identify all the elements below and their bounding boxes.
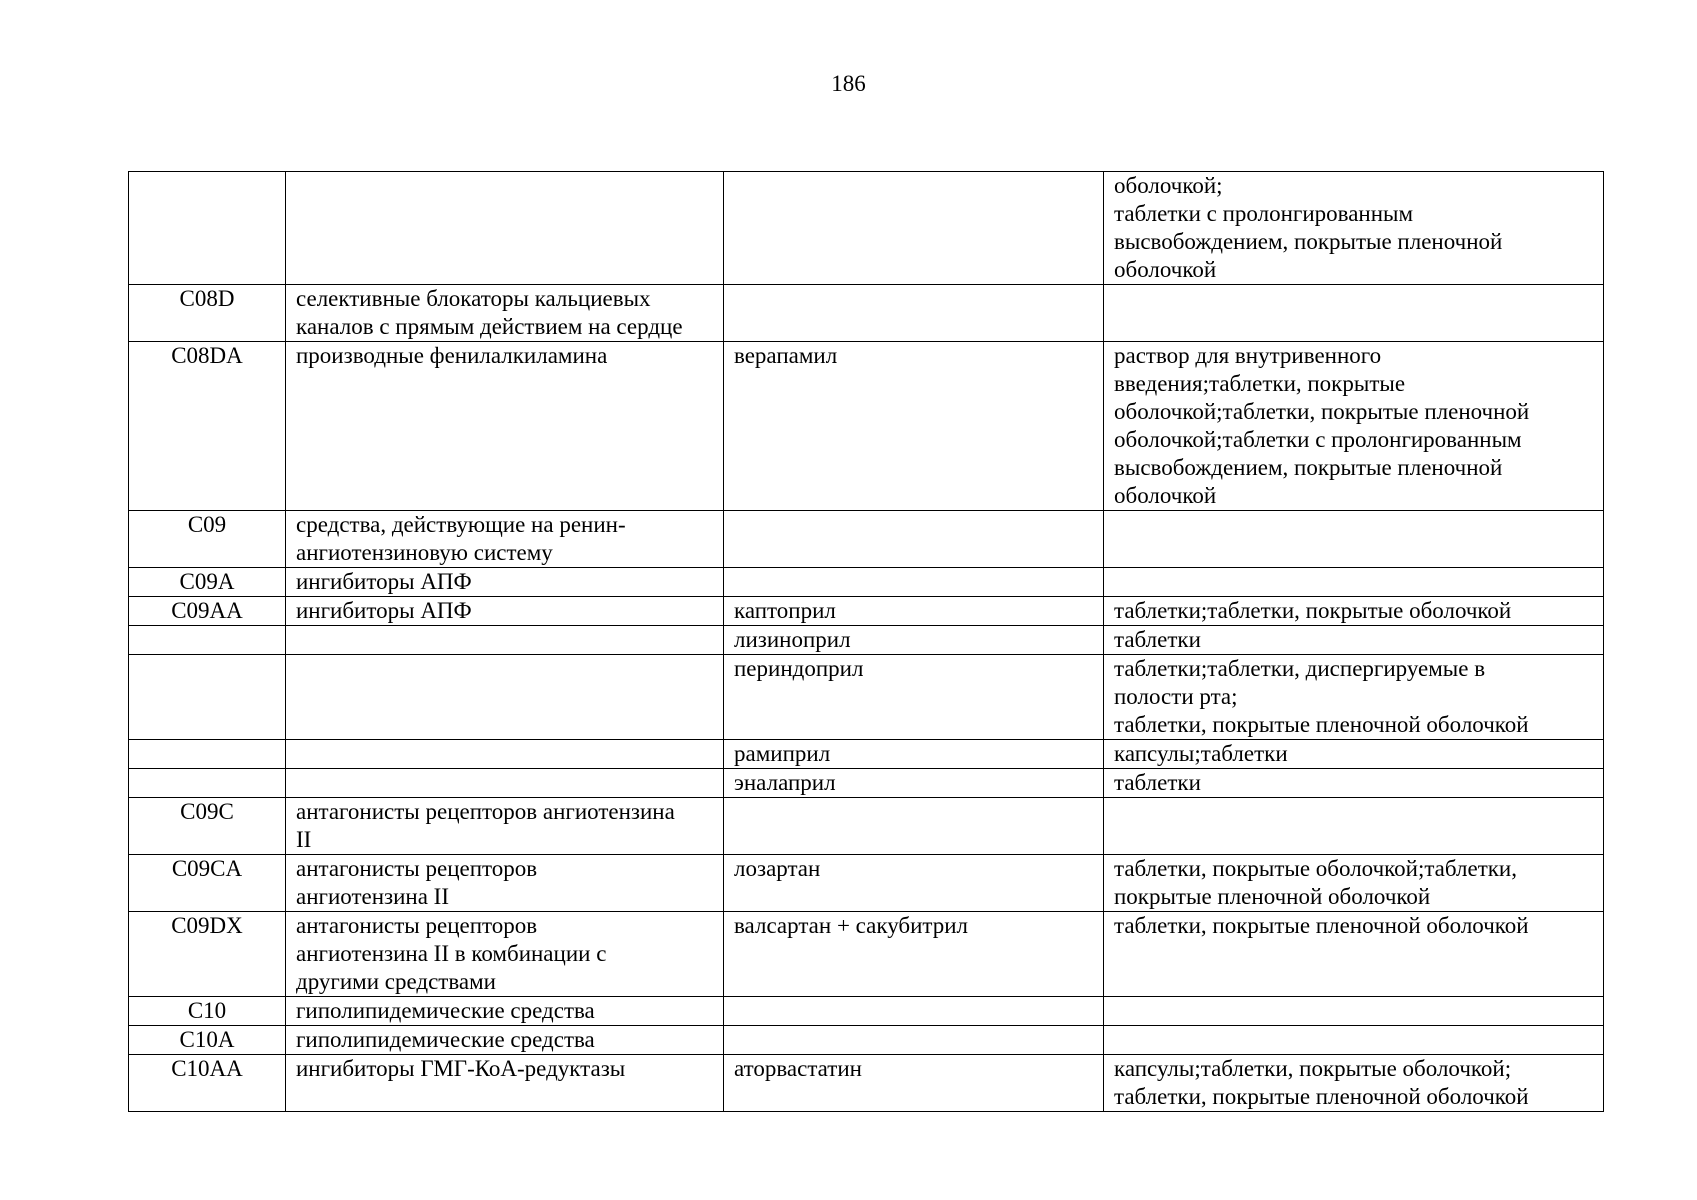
dosage-forms-cell: [1104, 285, 1604, 342]
drug-cell: [724, 285, 1104, 342]
drug-cell: [724, 511, 1104, 568]
group-cell: селективные блокаторы кальциевых каналов с прямым действием на сердце: [286, 285, 724, 342]
atc-code-cell: [129, 172, 286, 285]
group-cell: антагонисты рецепторов ангиотензина II: [286, 798, 724, 855]
table-row: [129, 655, 1604, 740]
dosage-forms-cell: таблетки: [1104, 769, 1604, 798]
dosage-forms-cell: [1104, 511, 1604, 568]
table-row: [129, 342, 1604, 511]
drug-cell: периндоприл: [724, 655, 1104, 740]
group-cell: [286, 740, 724, 769]
atc-code-cell: C09A: [129, 568, 286, 597]
table-row: [129, 997, 1604, 1026]
atc-code-cell: C09AA: [129, 597, 286, 626]
drug-cell: [724, 1026, 1104, 1055]
dosage-forms-cell: таблетки, покрытые оболочкой;таблетки, покрытые пленочной оболочкой: [1104, 855, 1604, 912]
table-row: [129, 740, 1604, 769]
dosage-forms-cell: таблетки, покрытые пленочной оболочкой: [1104, 912, 1604, 997]
dosage-forms-cell: [1104, 798, 1604, 855]
dosage-forms-cell: раствор для внутривенного введения;таблетки, покрытые оболочкой;таблетки, покрытые пленочной оболочкой;таблетки с пролонгированным высвобождением, покрытые пленочной оболочкой: [1104, 342, 1604, 511]
atc-code-cell: C08D: [129, 285, 286, 342]
dosage-forms-cell: [1104, 568, 1604, 597]
atc-code-cell: [129, 655, 286, 740]
drug-cell: эналаприл: [724, 769, 1104, 798]
table-row: [129, 597, 1604, 626]
atc-code-cell: C09C: [129, 798, 286, 855]
table-row: [129, 769, 1604, 798]
group-cell: гиполипидемические средства: [286, 1026, 724, 1055]
group-cell: [286, 626, 724, 655]
dosage-forms-cell: оболочкой; таблетки с пролонгированным высвобождением, покрытые пленочной оболочкой: [1104, 172, 1604, 285]
group-cell: ингибиторы АПФ: [286, 597, 724, 626]
drug-cell: верапамил: [724, 342, 1104, 511]
atc-code-cell: C08DA: [129, 342, 286, 511]
drug-cell: каптоприл: [724, 597, 1104, 626]
drug-cell: [724, 172, 1104, 285]
atc-code-cell: C10: [129, 997, 286, 1026]
dosage-forms-cell: [1104, 1026, 1604, 1055]
group-cell: ингибиторы ГМГ-КоА-редуктазы: [286, 1055, 724, 1112]
table-row: [129, 172, 1604, 285]
dosage-forms-cell: таблетки;таблетки, покрытые оболочкой: [1104, 597, 1604, 626]
group-cell: производные фенилалкиламина: [286, 342, 724, 511]
atc-code-cell: C10AA: [129, 1055, 286, 1112]
group-cell: гиполипидемические средства: [286, 997, 724, 1026]
page-number: 186: [831, 71, 866, 96]
atc-code-cell: [129, 626, 286, 655]
group-cell: средства, действующие на ренин- ангиотензиновую систему: [286, 511, 724, 568]
drug-cell: аторвастатин: [724, 1055, 1104, 1112]
dosage-forms-cell: капсулы;таблетки: [1104, 740, 1604, 769]
group-cell: [286, 769, 724, 798]
table-row: [129, 285, 1604, 342]
drug-cell: валсартан + сакубитрил: [724, 912, 1104, 997]
table-row: [129, 1055, 1604, 1112]
group-cell: [286, 655, 724, 740]
atc-code-cell: [129, 740, 286, 769]
drug-cell: лизиноприл: [724, 626, 1104, 655]
drug-cell: [724, 568, 1104, 597]
dosage-forms-cell: [1104, 997, 1604, 1026]
drug-cell: лозартан: [724, 855, 1104, 912]
group-cell: ингибиторы АПФ: [286, 568, 724, 597]
dosage-forms-cell: таблетки: [1104, 626, 1604, 655]
atc-code-cell: C09DX: [129, 912, 286, 997]
table-row: [129, 626, 1604, 655]
group-cell: антагонисты рецепторов ангиотензина II: [286, 855, 724, 912]
table-row: [129, 855, 1604, 912]
atc-code-cell: [129, 769, 286, 798]
group-cell: [286, 172, 724, 285]
table-row: [129, 912, 1604, 997]
atc-code-cell: C09CA: [129, 855, 286, 912]
atc-code-cell: C09: [129, 511, 286, 568]
table-row: [129, 511, 1604, 568]
drug-table: [128, 171, 1604, 1112]
dosage-forms-cell: таблетки;таблетки, диспергируемые в полости рта; таблетки, покрытые пленочной оболочкой: [1104, 655, 1604, 740]
atc-code-cell: C10A: [129, 1026, 286, 1055]
table-row: [129, 798, 1604, 855]
drug-cell: [724, 798, 1104, 855]
table-row: [129, 1026, 1604, 1055]
drug-cell: [724, 997, 1104, 1026]
group-cell: антагонисты рецепторов ангиотензина II в комбинации с другими средствами: [286, 912, 724, 997]
table-row: [129, 568, 1604, 597]
drug-cell: рамиприл: [724, 740, 1104, 769]
dosage-forms-cell: капсулы;таблетки, покрытые оболочкой; таблетки, покрытые пленочной оболочкой: [1104, 1055, 1604, 1112]
